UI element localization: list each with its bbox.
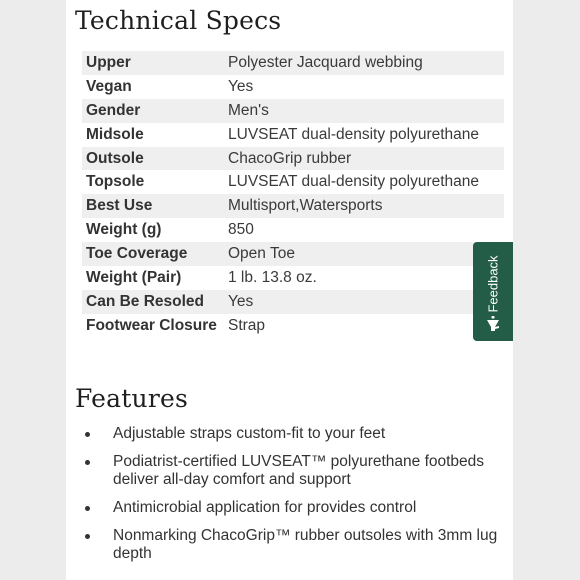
spec-label: Weight (Pair) bbox=[86, 268, 182, 286]
spec-value: LUVSEAT dual-density polyurethane bbox=[228, 125, 480, 143]
table-row bbox=[82, 218, 504, 242]
list-item: Nonmarking ChacoGrip™ rubber outsoles with 3mm lug depth bbox=[82, 527, 502, 563]
table-row bbox=[82, 51, 504, 75]
spec-label: Can Be Resoled bbox=[82, 290, 224, 314]
megaphone-icon bbox=[483, 314, 503, 334]
spec-label: Vegan bbox=[86, 77, 132, 95]
spec-value: Open Toe bbox=[224, 242, 504, 266]
features-list bbox=[82, 425, 502, 573]
list-item: Antimicrobial application for provides control bbox=[82, 499, 502, 517]
features-heading: Features bbox=[75, 384, 189, 413]
spec-label: Footwear Closure bbox=[86, 316, 217, 334]
feedback-label: Feedback bbox=[485, 255, 501, 313]
table-row bbox=[82, 75, 504, 99]
spec-value: Multisport,Watersports bbox=[224, 194, 504, 218]
product-specs-page bbox=[66, 0, 513, 580]
spec-value: Polyester Jacquard webbing bbox=[224, 51, 504, 75]
spec-label: Best Use bbox=[82, 194, 224, 218]
table-row bbox=[82, 147, 504, 171]
spec-value: ChacoGrip rubber bbox=[224, 147, 504, 171]
spec-label: Topsole bbox=[86, 173, 145, 191]
specs-table bbox=[82, 51, 504, 338]
spec-label: Toe Coverage bbox=[82, 242, 224, 266]
table-row bbox=[82, 266, 504, 290]
spec-value: Yes bbox=[224, 290, 504, 314]
spec-label: Upper bbox=[82, 51, 224, 75]
table-row bbox=[82, 314, 504, 338]
spec-value: LUVSEAT dual-density polyurethane bbox=[228, 173, 480, 191]
spec-label: Gender bbox=[82, 99, 224, 123]
spec-value: Men's bbox=[224, 99, 504, 123]
feedback-button[interactable] bbox=[473, 242, 513, 341]
spec-value: 850 bbox=[228, 221, 254, 239]
spec-label: Midsole bbox=[86, 125, 144, 143]
spec-label: Weight (g) bbox=[86, 221, 162, 239]
list-item: Podiatrist-certified LUVSEAT™ polyurethane footbeds deliver all-day comfort and support bbox=[82, 453, 502, 489]
table-row bbox=[82, 99, 504, 123]
spec-value: Yes bbox=[228, 77, 254, 95]
list-item: Adjustable straps custom-fit to your feet bbox=[82, 425, 502, 443]
spec-label: Outsole bbox=[82, 147, 224, 171]
specs-heading: Technical Specs bbox=[75, 6, 282, 35]
table-row bbox=[82, 290, 504, 314]
spec-value: 1 lb. 13.8 oz. bbox=[228, 268, 317, 286]
spec-value: Strap bbox=[228, 316, 266, 334]
table-row bbox=[82, 170, 504, 194]
table-row bbox=[82, 242, 504, 266]
table-row bbox=[82, 123, 504, 147]
table-row bbox=[82, 194, 504, 218]
